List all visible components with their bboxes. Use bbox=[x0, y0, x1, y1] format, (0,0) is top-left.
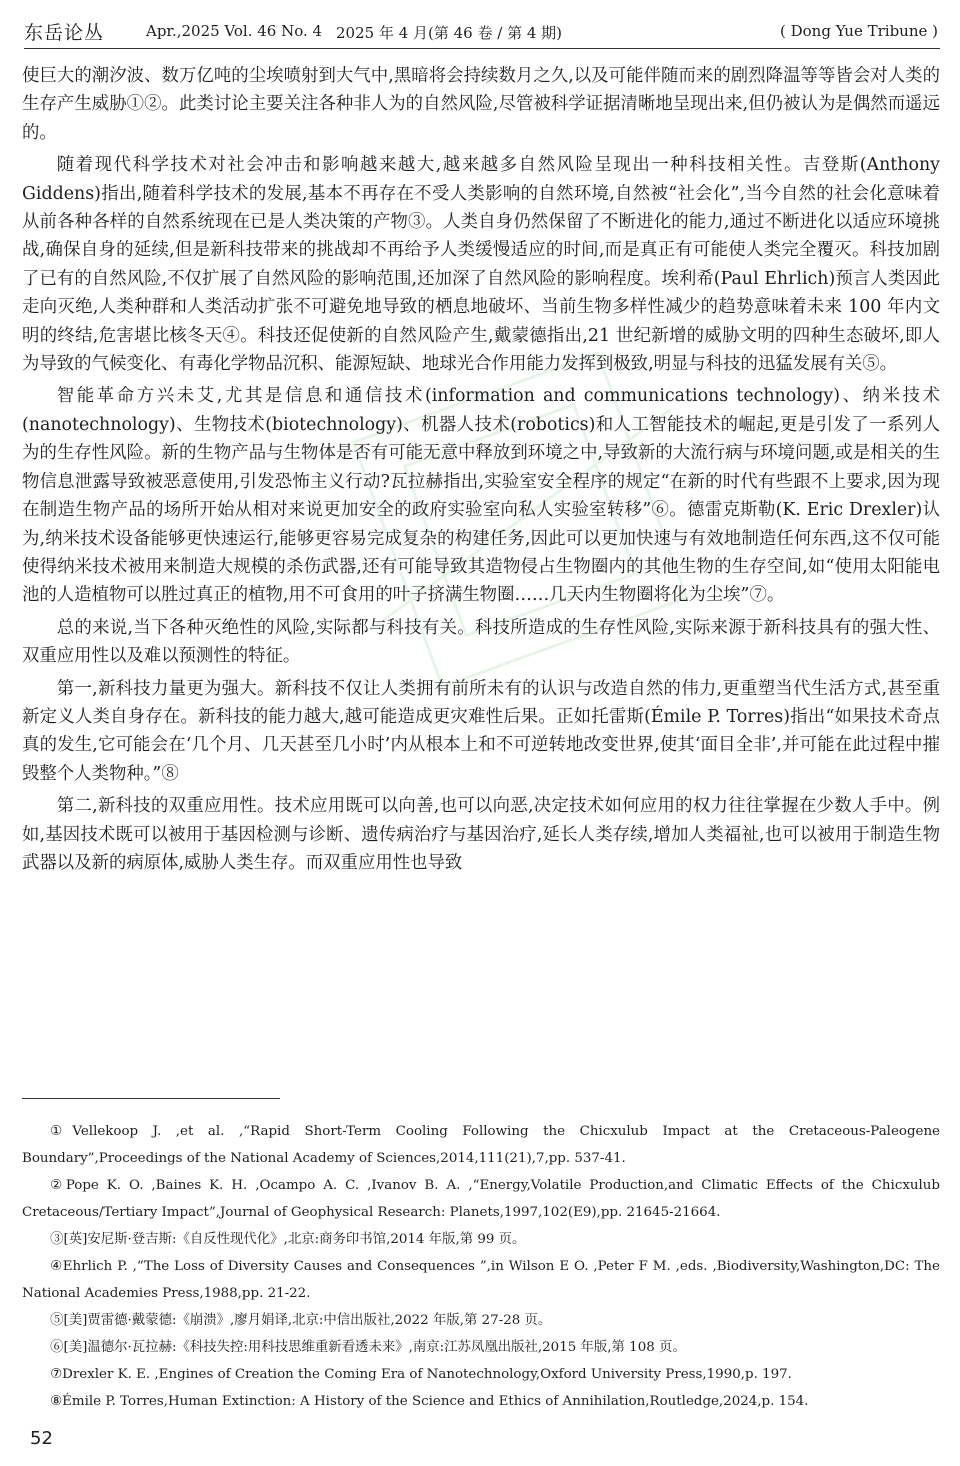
footnote: ①Vellekoop J. ,et al. ,“Rapid Short-Term Cooling Following the Chicxulub Impact at the Cretaceous-Paleogene Boundary”,Proceedings of the National Academy of Sciences,2014,111(21),7,pp. 537-41. bbox=[22, 1124, 940, 1166]
article-body bbox=[22, 62, 940, 881]
issue-info-chinese: 2025 年 4 月(第 46 卷 / 第 4 期) bbox=[336, 24, 563, 42]
paragraph: 第一,新科技力量更为强大。新科技不仅让人类拥有前所未有的认识与改造自然的伟力,更重塑当代生活方式,甚至重新定义人类自身存在。新科技的能力越大,越可能造成更灾难性后果。正如托雷斯(Émile P. Torres)指出“如果技术奇点真的发生,它可能会在‘几个月、几天甚至几小时’内从根本上和不可逆转地改变世界,使其‘面目全非’,并可能在此过程中摧毁整个人类物种。”⑧ bbox=[22, 678, 940, 784]
paragraph: 第二,新科技的双重应用性。技术应用既可以向善,也可以向恶,决定技术如何应用的权力往往掌握在少数人手中。例如,基因技术既可以被用于基因检测与诊断、遗传病治疗与基因治疗,延长人类存续,增加人类福祉,也可以被用于制造生物武器以及新的病原体,威胁人类生存。而双重应用性也导致 bbox=[22, 796, 940, 873]
issue-info: Apr.,2025 Vol. 46 No. 4 bbox=[146, 22, 323, 40]
footnotes bbox=[22, 1118, 940, 1415]
footnote: ⑤[美]贾雷德·戴蒙德:《崩溃》,廖月娟译,北京:中信出版社,2022 年版,第 27-28 页。 bbox=[50, 1313, 552, 1328]
footnote: ③[英]安尼斯·登吉斯:《自反性现代化》,北京:商务印书馆,2014 年版,第 99 页。 bbox=[50, 1232, 526, 1247]
journal-name: 东岳论丛 bbox=[24, 22, 105, 44]
footnote: ⑧Émile P. Torres,Human Extinction: A History of the Science and Ethics of Annihilation,Routledge,2024,p. 154. bbox=[50, 1394, 809, 1409]
paragraph: 智能革命方兴未艾,尤其是信息和通信技术(information and communications technology)、纳米技术(nanotechnology)、生物技术(biotechnology)、机器人技术(robotics)和人工智能技术的崛起,更是引发了一系列人为的生存性风险。新的生物产品与生物体是否有可能无意中释放到环境之中,导致新的大流行病与环境问题,或是相关的生物信息泄露导致被恶意使用,引发恐怖主义行动?瓦拉赫指出,实验室安全程序的规定“在新的时代有些跟不上要求,因为现在制造生物产品的场所开始从相对来说更加安全的政府实验室向私人实验室转移”⑥。德雷克斯勒(K. Eric Drexler)认为,纳米技术设备能够更快速运行,能够更容易完成复杂的构建任务,因此可以更加快速与有效地制造任何东西,这不仅可能使得纳米技术被用来制造大规模的杀伤武器,还有可能导致其造物侵占生物圈内的其他生物的生存空间,如“使用太阳能电池的人造植物可以胜过真正的植物,用不可食用的叶子挤满生物圈……几天内生物圈将化为尘埃”⑦。 bbox=[22, 386, 940, 606]
paragraph: 总的来说,当下各种灭绝性的风险,实际都与科技有关。科技所造成的生存性风险,实际来源于新科技具有的强大性、双重应用性以及难以预测性的特征。 bbox=[22, 617, 940, 667]
page-number: 52 bbox=[30, 1428, 53, 1449]
paragraph: 随着现代科学技术对社会冲击和影响越来越大,越来越多自然风险呈现出一种科技相关性。吉登斯(Anthony Giddens)指出,随着科学技术的发展,基本不再存在不受人类影响的自然环境,自然被“社会化”,当今自然的社会化意味着从前各种各样的自然系统现在已是人类决策的产物③。人类自身仍然保留了不断进化的能力,通过不断进化以适应环境挑战,确保自身的延续,但是新科技带来的挑战却不再给予人类缓慢适应的时间,而是真正有可能使人类完全覆灭。科技加剧了已有的自然风险,不仅扩展了自然风险的影响范围,还加深了自然风险的影响程度。埃利希(Paul Ehrlich)预言人类因此走向灭绝,人类种群和人类活动扩张不可避免地导致的栖息地破坏、当前生物多样性减少的趋势意味着未来 100 年内文明的终结,危害堪比核冬天④。科技还促使新的自然风险产生,戴蒙德指出,21 世纪新增的威胁文明的四种生态破坏,即人为导致的气候变化、有毒化学物品沉积、能源短缺、地球光合作用能力发挥到极致,明显与科技的迅猛发展有关⑤。 bbox=[22, 155, 940, 375]
footnote: ⑥[美]温德尔·瓦拉赫:《科技失控:用科技思维重新看透未来》,南京:江苏凤凰出版社,2015 年版,第 108 页。 bbox=[50, 1340, 686, 1355]
footnote: ⑦Drexler K. E. ,Engines of Creation the Coming Era of Nanotechnology,Oxford University Press,1990,p. 197. bbox=[50, 1367, 792, 1382]
paragraph: 使巨大的潮汐波、数万亿吨的尘埃喷射到大气中,黑暗将会持续数月之久,以及可能伴随而来的剧烈降温等等皆会对人类的生存产生威胁①②。此类讨论主要关注各种非人为的自然风险,尽管被科学证据清晰地呈现出来,但仍被认为是偶然而遥远的。 bbox=[22, 66, 940, 143]
running-header bbox=[24, 14, 940, 49]
journal-english-name: ( Dong Yue Tribune ) bbox=[779, 22, 938, 40]
footnote: ②Pope K. O. ,Baines K. H. ,Ocampo A. C. ,Ivanov B. A. ,“Energy,Volatile Production,and Climatic Effects of the Chicxulub Cretaceous/Tertiary Impact”,Journal of Geophysical Research: Planets,1997,102(E9),pp. 21645-21664. bbox=[22, 1178, 940, 1220]
footnote: ④Ehrlich P. ,“The Loss of Diversity Causes and Consequences ”,in Wilson E O. ,Peter F M. ,eds. ,Biodiversity,Washington,DC: The National Academies Press,1988,pp. 21-22. bbox=[22, 1259, 940, 1301]
footnote-divider bbox=[22, 1098, 280, 1099]
